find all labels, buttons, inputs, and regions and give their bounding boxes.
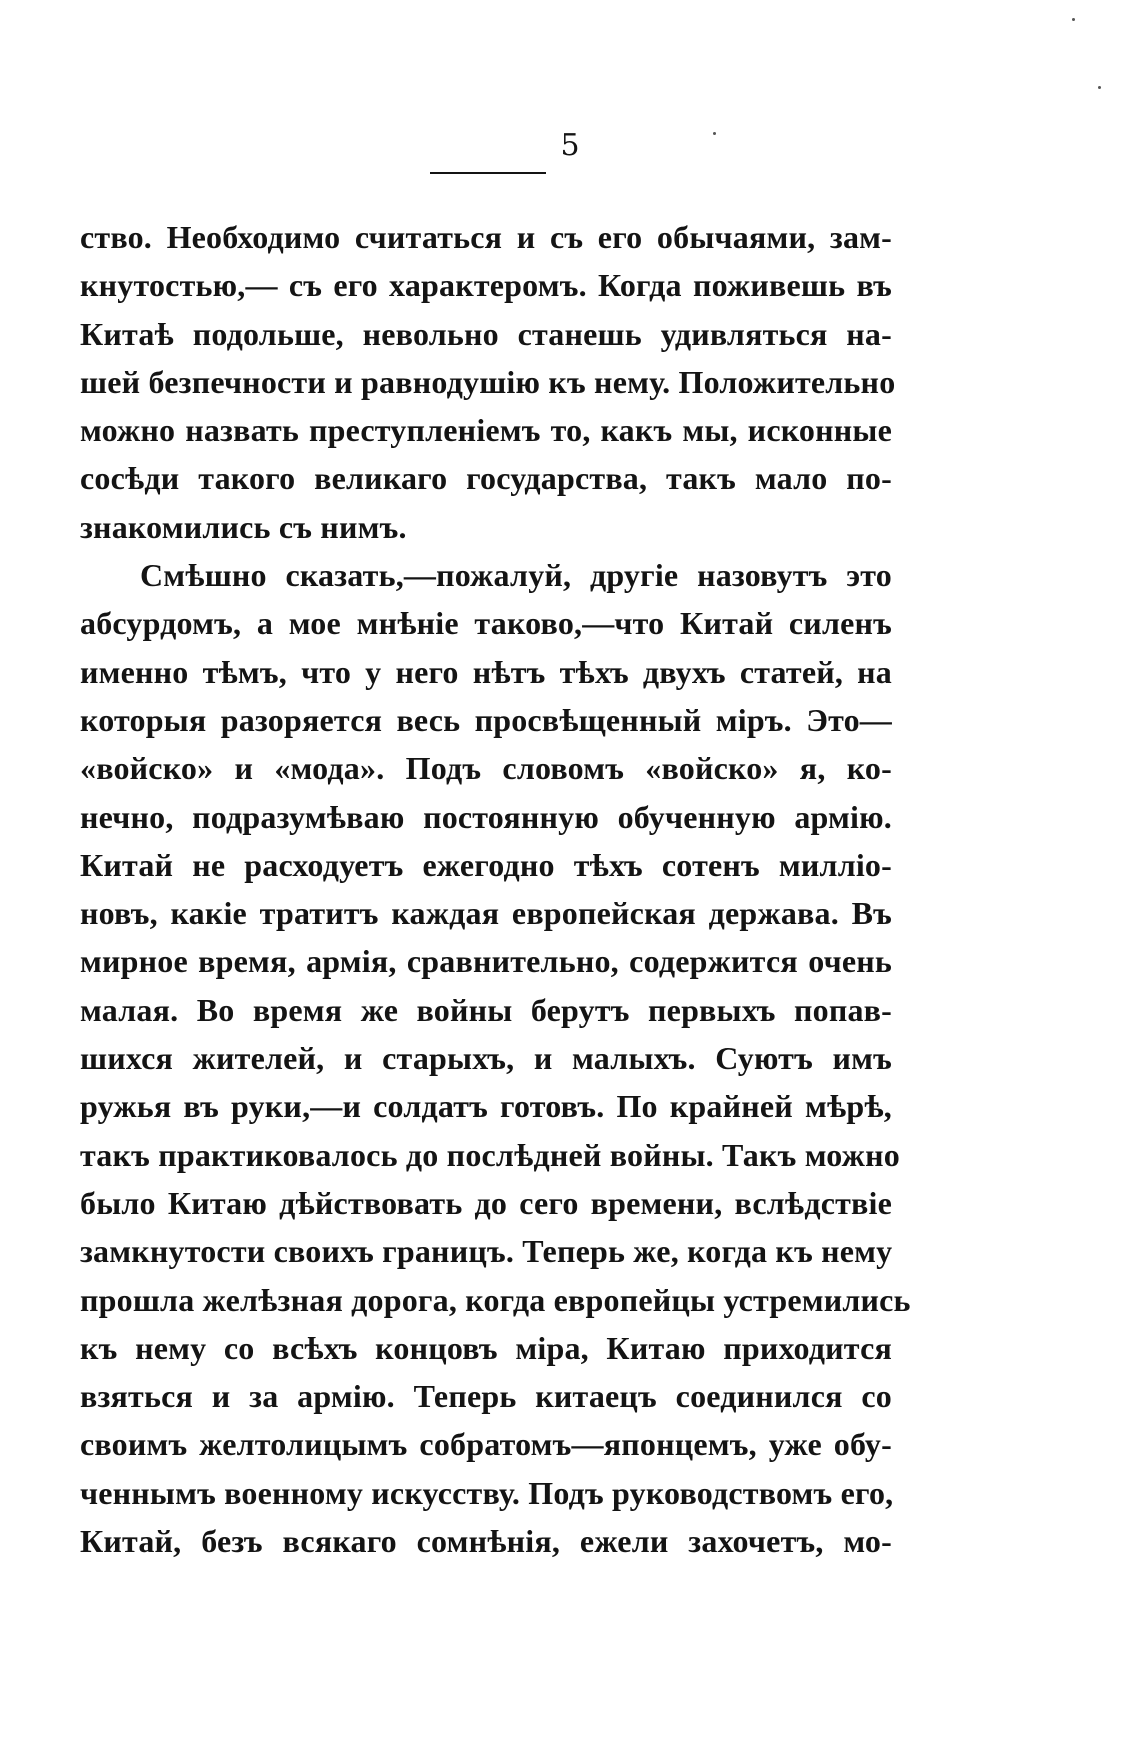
text-line: взяться и за армію. Теперь китаецъ соединился со	[80, 1378, 892, 1415]
paragraph	[80, 551, 911, 1565]
body-text	[80, 213, 911, 1565]
text-line: Китай не расходуетъ ежегодно тѣхъ сотенъ милліо-	[80, 846, 892, 883]
print-speck	[1072, 18, 1075, 21]
text-line: абсурдомъ, а мое мнѣніе таково,—что Китай силенъ	[80, 605, 892, 642]
text-line: новъ, какіе тратитъ каждая европейская держава. Въ	[80, 895, 892, 932]
text-line: можно назвать преступленіемъ то, какъ мы, исконные	[80, 412, 892, 449]
text-line: ружья въ руки,—и солдатъ готовъ. По крайней мѣрѣ,	[80, 1088, 892, 1125]
text-line: кнутостью,— съ его характеромъ. Когда поживешь въ	[80, 267, 892, 304]
text-line: нечно, подразумѣваю постоянную обученную армію.	[80, 798, 892, 835]
header-rule	[430, 172, 546, 174]
text-line: сосѣди такого великаго государства, такъ мало по-	[80, 460, 892, 497]
text-line: именно тѣмъ, что у него нѣтъ тѣхъ двухъ статей, на	[80, 653, 892, 690]
text-line: своимъ желтолицымъ собратомъ—японцемъ, уже обу-	[80, 1426, 892, 1463]
text-line: знакомились съ нимъ.	[80, 508, 407, 545]
text-line: Китай, безъ всякаго сомнѣнія, ежели захочетъ, мо-	[80, 1523, 892, 1560]
text-line: къ нему со всѣхъ концовъ міра, Китаю приходится	[80, 1329, 892, 1366]
text-line: было Китаю дѣйствовать до сего времени, вслѣдствіе	[80, 1184, 892, 1221]
text-line: малая. Во время же войны берутъ первыхъ попав-	[80, 991, 892, 1028]
text-line: ство. Необходимо считаться и съ его обычаями, зам-	[80, 219, 892, 255]
text-line: прошла желѣзная дорога, когда европейцы устремились	[80, 1281, 911, 1318]
page-number: 5	[560, 128, 580, 163]
text-line: «войско» и «мода». Подъ словомъ «войско» я, ко-	[80, 750, 892, 787]
text-line: замкнутости своихъ границъ. Теперь же, когда къ нему	[80, 1233, 893, 1270]
text-line: Китаѣ подольше, невольно станешь удивляться на-	[80, 315, 892, 352]
text-line: Смѣшно сказать,—пожалуй, другіе назовутъ это	[140, 557, 892, 594]
text-line: мирное время, армія, сравнительно, содержится очень	[80, 943, 892, 980]
text-line: которыя разоряется весь просвѣщенный міръ. Это—	[80, 701, 892, 738]
text-line: такъ практиковалось до послѣдней войны. Такъ можно	[80, 1136, 900, 1173]
text-line: шей безпечности и равнодушію къ нему. Положительно	[80, 363, 896, 400]
text-line: шихся жителей, и старыхъ, и малыхъ. Суютъ имъ	[80, 1040, 892, 1077]
print-speck	[1098, 86, 1101, 89]
text-line: ченнымъ военному искусству. Подъ руководствомъ его,	[80, 1474, 894, 1511]
print-speck	[713, 132, 716, 135]
paragraph	[80, 213, 896, 551]
